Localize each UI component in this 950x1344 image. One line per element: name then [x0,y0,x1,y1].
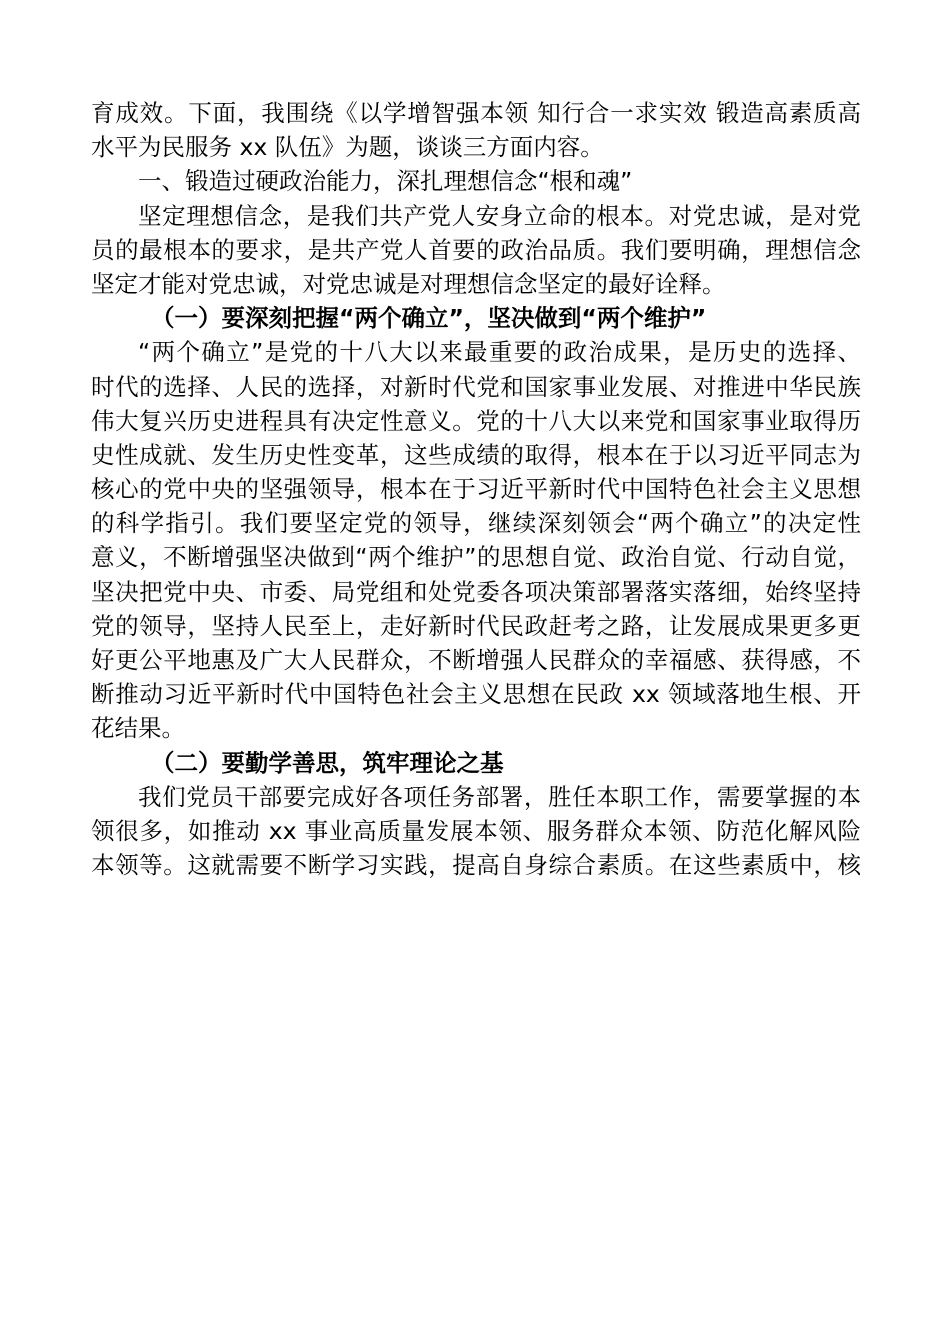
text-line: 育成效。下面，我围绕《以学增智强本领 知行合一求实效 锻造高素质高 [91,99,861,127]
text-line: 坚定才能对党忠诚，对党忠诚是对理想信念坚定的最好诠释。 [91,269,726,298]
document-body [91,96,861,882]
text-line: 伟大复兴历史进程具有决定性意义。党的十八大以来党和国家事业取得历 [91,406,861,435]
text-line: 花结果。 [91,714,185,743]
text-line: 坚决把党中央、市委、局党组和处党委各项决策部署落实落细，始终坚持 [91,577,861,606]
text-line: 意义，不断增强坚决做到“两个维护”的思想自觉、政治自觉、行动自觉， [91,543,861,572]
text-line: 员的最根本的要求，是共产党人首要的政治品质。我们要明确，理想信念 [91,235,861,264]
text-line: 史性成就、发生历史性变革，这些成绩的取得，根本在于以习近平同志为 [91,440,861,469]
text-line: 领很多，如推动 xx 事业高质量发展本领、服务群众本领、防范化解风险 [91,816,861,845]
text-line: “两个确立”是党的十八大以来最重要的政治成果，是历史的选择、 [138,338,861,367]
subsection-heading: （一）要深刻把握“两个确立”，坚决做到“两个维护” [151,304,707,333]
text-line: 我们党员干部要完成好各项任务部署，胜任本职工作，需要掌握的本 [138,782,861,811]
text-line: 核心的党中央的坚强领导，根本在于习近平新时代中国特色社会主义思想 [91,475,861,504]
text-line: 水平为民服务 xx 队伍》为题，谈谈三方面内容。 [91,133,604,162]
text-line: 的科学指引。我们要坚定党的领导，继续深刻领会“两个确立”的决定性 [91,509,861,538]
text-line: 本领等。这就需要不断学习实践，提高自身综合素质。在这些素质中，核 [91,851,861,880]
text-line: 坚定理想信念，是我们共产党人安身立命的根本。对党忠诚，是对党 [138,201,861,230]
text-line: 好更公平地惠及广大人民群众，不断增强人民群众的幸福感、获得感，不 [91,646,861,674]
section-heading: 一、锻造过硬政治能力，深扎理想信念“根和魂” [138,167,633,196]
text-line: 断推动习近平新时代中国特色社会主义思想在民政 xx 领域落地生根、开 [91,680,861,709]
text-line: 时代的选择、人民的选择，对新时代党和国家事业发展、对推进中华民族 [91,372,861,401]
subsection-heading: （二）要勤学善思，筑牢理论之基 [151,748,504,777]
text-line: 党的领导，坚持人民至上，走好新时代民政赶考之路，让发展成果更多更 [91,611,861,640]
